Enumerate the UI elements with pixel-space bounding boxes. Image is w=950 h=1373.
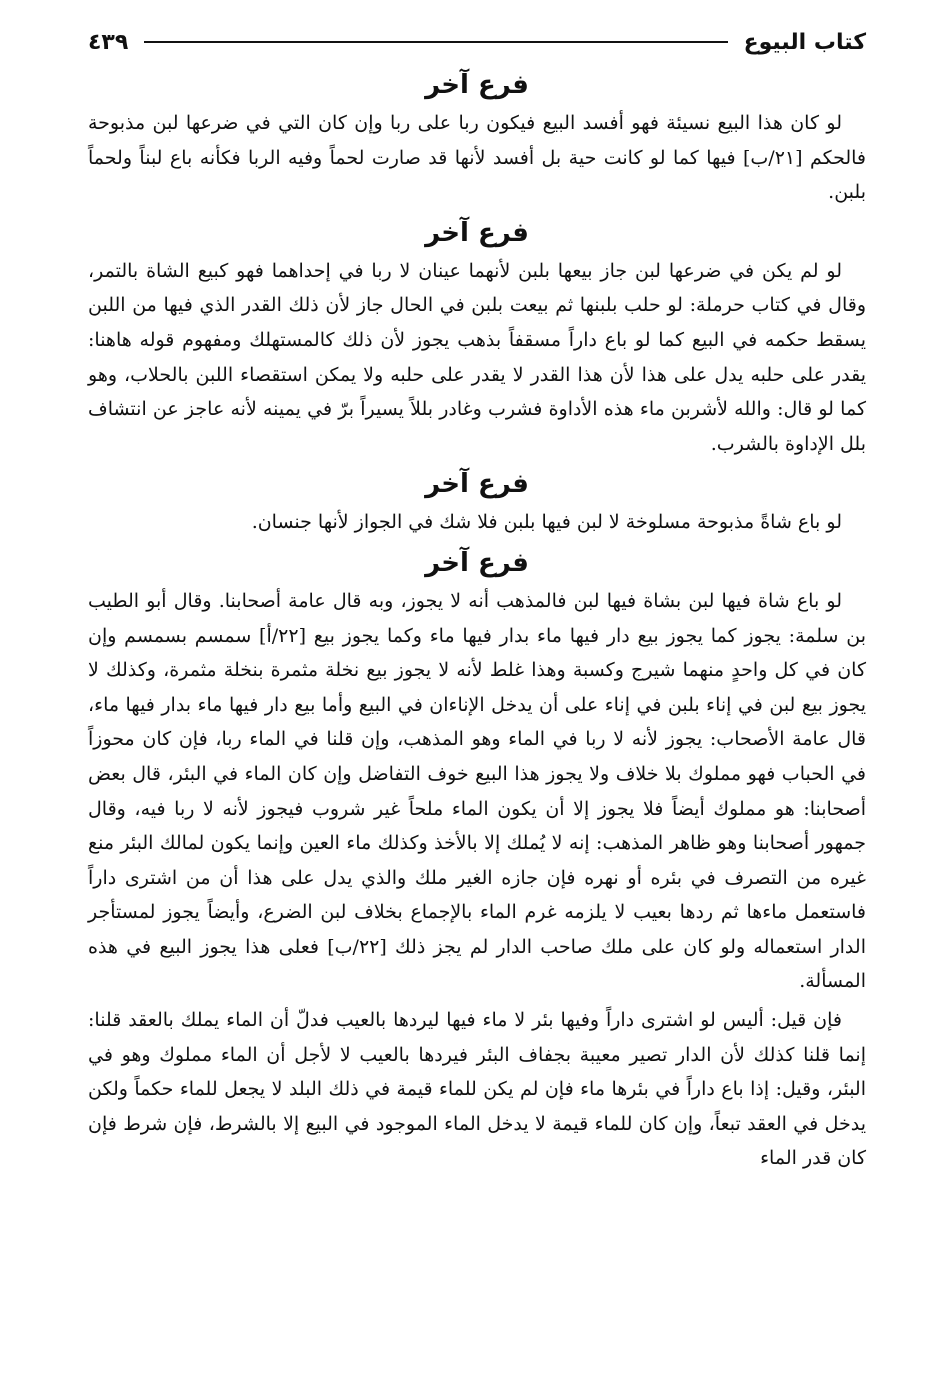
- section-3: [88, 467, 866, 540]
- paragraph: لو لم يكن في ضرعها لبن جاز بيعها بلبن لأنهما عينان لا ربا في إحداهما فهو كبيع الشاة بالتمر، وقال في كتاب حرملة: لو حلب بلبنها ثم بيعت بلبن في الحال جاز لأن ذلك القدر الذي فيها من اللبن يسقط حكمه في البيع كما لو باع داراً مسقفاً بذهب يجوز لأن ذلك كالمستهلك ومفهوم قوله هاهنا: يقدر على حلبه يدل على هذا لأن هذا القدر لا يقدر على حلبه ولا يمكن استقصاء اللبن بالحلاب، وهو كما لو قال: والله لأشربن ماء هذه الأداوة فشرب وغادر بللاً يسيراً برّ في يمينه لأنه عاجز عن انتشاف بلل الإداوة بالشرب.: [88, 259, 866, 455]
- header-rule: [144, 41, 727, 43]
- book-page: [88, 22, 866, 1176]
- paragraph: فإن قيل: أليس لو اشترى داراً وفيها بئر لا ماء فيها ليردها بالعيب فدلّ أن الماء يملك بالعقد قلنا: إنما قلنا كذلك لأن الدار تصير معيبة بجفاف البئر فيردها بالعيب لا لأجل أن الماء مملوك وهو في البئر، وقيل: إذا باع داراً في بئرها ماء فإن لم يكن للماء قيمة في ذلك البلد لا يجعل للماء حكماً ولكن يدخل في العقد تبعاً، وإن كان للماء قيمة لا يدخل الماء الموجود في البيع إلا بالشرط، فإن شرط فإن كان قدر الماء: [88, 1009, 866, 1170]
- section-heading: فرع آخر: [425, 469, 529, 500]
- paragraph: لو باع شاة فيها لبن بشاة فيها لبن فالمذهب أنه لا يجوز، وبه قال عامة أصحابنا. وقال أبو الطيب بن سلمة: يجوز كما يجوز بيع دار فيها ماء بدار فيها ماء وكما يجوز بيع [٢٢/أ] سمسم بسمسم وإن كان في كل واحدٍ منهما شيرج وكسبة وهذا غلط لأنه لا يجوز بيع نخلة مثمرة بنخلة مثمرة، وكذلك لا يجوز بيع لبن في إناء بلبن في إناء على أن يدخل الإناءان في البيع وأما بيع دار فيها ماء بدار فيها ماء، قال عامة الأصحاب: يجوز لأنه لا ربا في الماء وهو المذهب، وإن قلنا في الماء ربا، فإن كان محوزاً في الحباب فهو مملوك بلا خلاف ولا يجوز هذا البيع خوف التفاضل وإن كان الماء في البئر، قال بعض أصحابنا: هو مملوك أيضاً فلا يجوز إلا أن يكون الماء ملحاً غير شروب فيجوز لأنه لا ربا فيه، وقال جمهور أصحابنا وهو ظاهر المذهب: إنه لا يُملك إلا بالأخذ وكذلك ماء العين وإنما يكون لمالك البئر منع غيره من التصرف في بئره أو نهره فإن جازه الغير ملك والذي يدل على هذا أن من اشترى داراً فاستعمل ماءها ثم ردها بعيب لا يلزمه غرم الماء بالإجماع بخلاف لبن الضرع، وأيضاً يجوز لمستأجر الدار استعماله ولو كان على ملك صاحب الدار لم يجز ذلك [٢٢/ب] فعلى هذا يجوز البيع في هذه المسألة.: [88, 589, 866, 993]
- section-1: [88, 68, 866, 210]
- page-number: ٤٣٩: [88, 29, 129, 55]
- section-heading: فرع آخر: [425, 547, 529, 578]
- section-4: [88, 546, 866, 1176]
- section-heading: فرع آخر: [425, 70, 529, 100]
- section-2: [88, 216, 866, 462]
- running-header: [88, 22, 866, 62]
- section-heading: فرع آخر: [425, 217, 529, 248]
- paragraph: لو كان هذا البيع نسيئة فهو أفسد البيع فيكون ربا على ربا وإن كان التي في ضرعها لبن مذبوحة فالحكم [٢١/ب] فيها كما لو كانت حية بل أفسد لأنها قد صارت لحماً وفيه الربا فكأنه باع لبناً ولحماً بلبن.: [88, 112, 867, 204]
- paragraph: لو باع شاةً مذبوحة مسلوخة لا لبن فيها بلبن فلا شك في الجواز لأنها جنسان.: [251, 511, 842, 534]
- running-title: كتاب البيوع: [743, 29, 866, 55]
